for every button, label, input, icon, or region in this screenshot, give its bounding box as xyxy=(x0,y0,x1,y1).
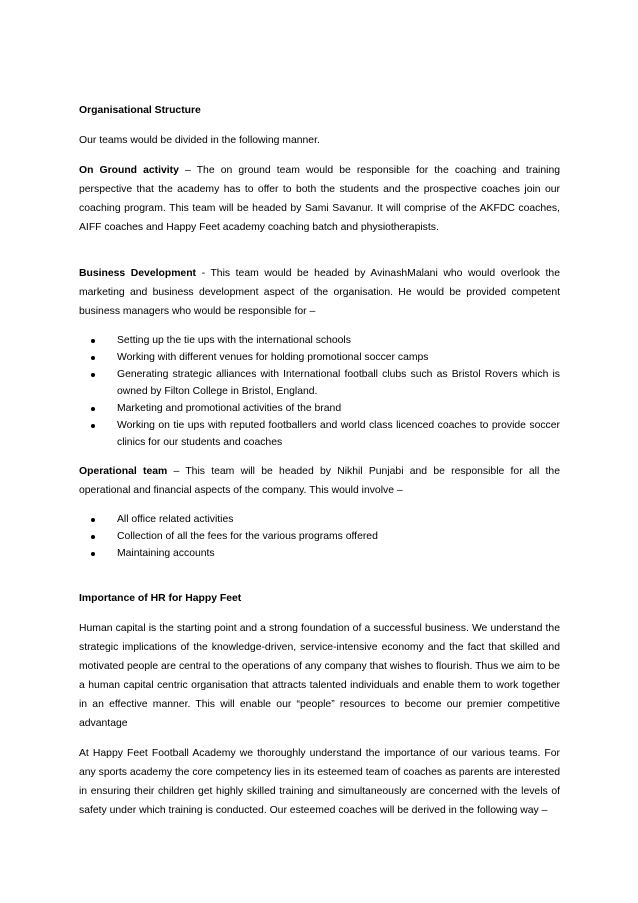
hr-paragraph-2: At Happy Feet Football Academy we thoroughly understand the importance of our various teams. For any sports academy the core competency lies in its esteemed team of coaches as parents are interested in ensuring their children get highly skilled training and simultaneously are concerned with the levels of safety under which training is conducted. Our esteemed coaches will be derived in the following way – xyxy=(79,748,560,816)
list-item xyxy=(79,545,560,562)
list-item-text: Maintaining accounts xyxy=(117,548,215,559)
list-item-text: Generating strategic alliances with International football clubs such as Bristol Rovers which is owned by Filton College in Bristol, England. xyxy=(117,369,560,397)
bullet-icon xyxy=(91,552,95,556)
list-item-text: Working with different venues for holding promotional soccer camps xyxy=(117,352,429,363)
hr-paragraph-1: Human capital is the starting point and a strong foundation of a successful business. We understand the strategic implications of the knowledge-driven, service-intensive economy and the fact that skilled and motivated people are central to the operations of any company that wishes to flourish. Thus we aim to be a human capital centric organisation that attracts talented individuals and enable them to work together in an effective manner. This will enable our “people” resources to become our premier competitive advantage xyxy=(79,623,560,729)
list-item-text: Setting up the tie ups with the international schools xyxy=(117,335,351,346)
list-item xyxy=(79,349,560,366)
on-ground-paragraph xyxy=(79,161,560,237)
list-item xyxy=(79,511,560,528)
on-ground-title: On Ground activity xyxy=(79,165,179,176)
list-item xyxy=(79,417,560,451)
hr-heading: Importance of HR for Happy Feet xyxy=(79,593,242,604)
bullet-icon xyxy=(91,424,95,428)
operational-list xyxy=(79,511,560,562)
operational-paragraph xyxy=(79,462,560,500)
bullet-icon xyxy=(91,407,95,411)
list-item xyxy=(79,332,560,349)
bullet-icon xyxy=(91,535,95,539)
bullet-icon xyxy=(91,373,95,377)
on-ground-text: – The on ground team would be responsible for the coaching and training perspective that the academy has to offer to both the students and the prospective coaches join our coaching program. This team will be headed by Sami Savanur. It will comprise of the AKFDC coaches, AIFF coaches and Happy Feet academy coaching batch and physiotherapists. xyxy=(79,165,560,233)
org-intro-text: Our teams would be divided in the following manner. xyxy=(79,135,320,146)
operational-text: – This team will be headed by Nikhil Punjabi and be responsible for all the operational and financial aspects of the company. This would involve – xyxy=(79,466,560,496)
list-item xyxy=(79,366,560,400)
list-item-text: Collection of all the fees for the various programs offered xyxy=(117,531,378,542)
business-dev-text: - This team would be headed by AvinashMalani who would overlook the marketing and business development aspect of the organisation. He would be provided competent business managers who would be responsible for – xyxy=(79,268,560,317)
business-dev-title: Business Development xyxy=(79,268,197,279)
list-item xyxy=(79,400,560,417)
bullet-icon xyxy=(91,518,95,522)
business-dev-list xyxy=(79,332,560,451)
operational-title: Operational team xyxy=(79,466,168,477)
list-item-text: All office related activities xyxy=(117,514,234,525)
org-structure-heading: Organisational Structure xyxy=(79,105,201,116)
bullet-icon xyxy=(91,356,95,360)
bullet-icon xyxy=(91,339,95,343)
list-item-text: Working on tie ups with reputed footballers and world class licenced coaches to provide soccer clinics for our students and coaches xyxy=(117,420,560,448)
business-dev-paragraph xyxy=(79,264,560,321)
list-item xyxy=(79,528,560,545)
list-item-text: Marketing and promotional activities of the brand xyxy=(117,403,342,414)
